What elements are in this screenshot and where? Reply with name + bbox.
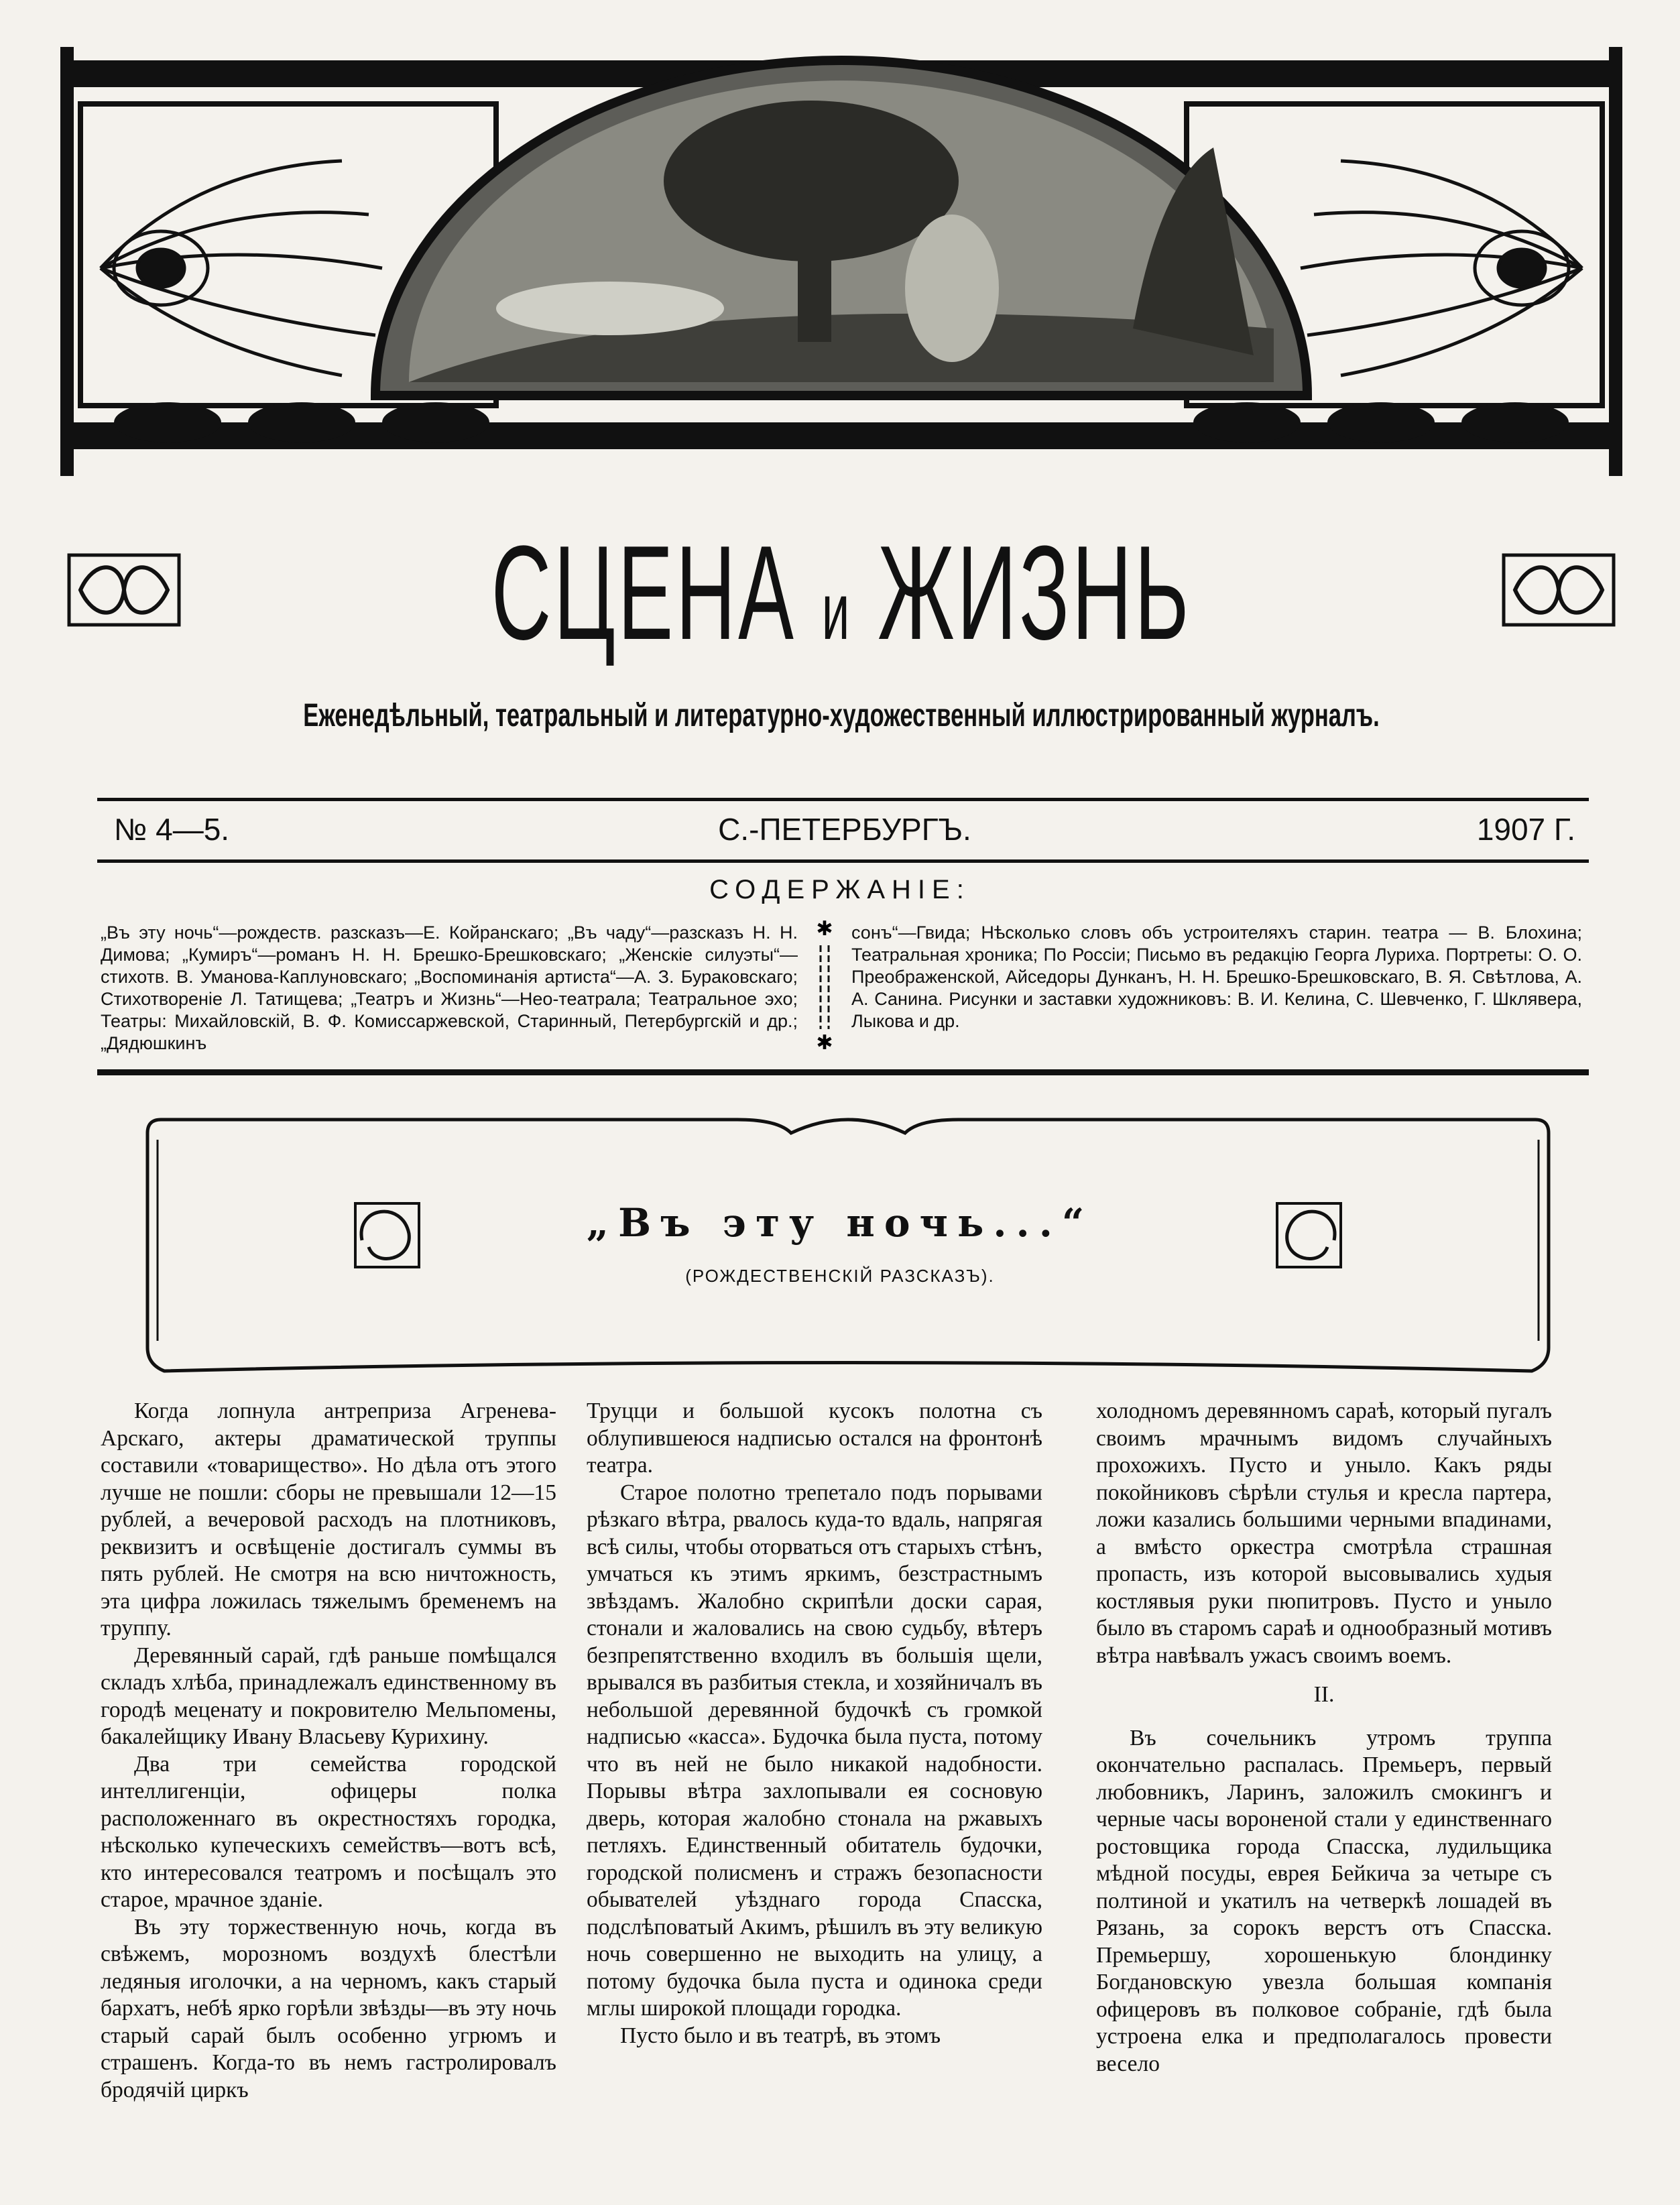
issue-number: № 4—5.: [114, 812, 230, 847]
right-ornament: [1502, 553, 1616, 627]
paragraph: Пусто было и въ театрѣ, въ этомъ: [620, 2023, 941, 2048]
article-column-3: [1096, 1398, 1552, 2078]
contents-heading: СОДЕРЖАНІЕ:: [709, 875, 971, 904]
issue-rule-top: [97, 798, 1589, 801]
article-column-1: [101, 1398, 556, 2104]
contents-right: сонъ“—Гвида; Нѣсколько словъ объ устроителяхъ старин. театра — В. Блохина; Театральная хроника; По Россіи; Письмо въ редакцію Георга Луриха. Портреты: О. О. Преображенской, Айседоры Дунканъ, Н. Н. Брешко-Брешковскаго, В. Я. Свѣтлова, А. А. Санина. Рисунки и заставки художниковъ: В. И. Келина, С. Шевченко, Г. Шклявера, Лыкова и др.: [851, 922, 1582, 1031]
story-subtitle: (РОЖДЕСТВЕНСКІЙ РАЗСКАЗЪ).: [685, 1266, 995, 1286]
issue-city: С.-ПЕТЕРБУРГЪ.: [718, 812, 971, 847]
issue-year: 1907 Г.: [1476, 812, 1575, 847]
paragraph: Въ сочельникъ утромъ труппа окончательно распалась. Премьеръ, первый любовникъ, Ларинъ, заложилъ смокингъ и черные часы вороненой стали у единственнаго ростовщика города Спасска, лудильщика мѣдной посуды, еврея Бейкича за четыре съ полтиной и укатилъ на четверкѣ лошадей въ Рязань, за сорокъ верстъ отъ Спасска. Премьершу, хорошенькую блондинку Богдановскую увезла большая компанія офицеровъ въ полковое собраніе, гдѣ была устроена елка и предполагалось провести весело: [1096, 1725, 1552, 2076]
article-column-2: [587, 1398, 1042, 2049]
story-title: „Въ эту ночь...“: [586, 1200, 1094, 1246]
paragraph: Деревянный сарай, гдѣ раньше помѣщался складъ хлѣба, принадлежалъ единственному въ городѣ меценату и покровителю Мельпомены, бакалейщику Ивану Власьеву Курихину.: [101, 1643, 556, 1749]
left-ornament: [67, 553, 181, 627]
paragraph: Труцци и большой кусокъ полотна съ облупившеюся надписью остался на фронтонѣ театра.: [587, 1398, 1042, 1478]
contents-divider: [811, 918, 838, 1053]
svg-text:✱: ✱: [816, 1031, 833, 1053]
masthead-illustration: [60, 47, 1622, 476]
paragraph: Старое полотно трепетало подъ порывами рѣзкаго вѣтра, рвалось куда-то вдаль, напрягая всѣ силы, чтобы оторваться отъ старыхъ стѣнъ, умчаться къ этимъ яркимъ, безстрастнымъ звѣздамъ. Жалобно скрипѣли доски сарая, стонали и жаловались на свою судьбу, вѣтеръ безпрепятственно входилъ въ большія щели, врывался въ разбитыя стекла, и хозяйничалъ въ небольшой деревянной будочкѣ съ громкой надписью «касса». Будочка была пуста, потому что въ ней не было никакой надобности. Порывы вѣтра захлопывали ея сосновую дверь, которая жалобно стонала на ржавыхъ петляхъ. Единственный обитатель будочки, городской полисменъ и стражъ безопасности обывателей уѣзднаго города Спасска, подслѣповатый Акимъ, рѣшилъ въ эту великую ночь совершенно не выходить на улицу, а потому будочка была пуста и одинока среди мглы широкой площади городка.: [587, 1480, 1042, 2021]
paragraph: Когда лопнула антреприза Агренева-Арскаго, актеры драматической труппы составили «товарищество». Но дѣла отъ этого лучше не пошли: сборы не превышали 12—15 рублей, а вечеровой расходъ на плотниковъ, реквизитъ и освѣщеніе достигалъ суммы въ пять рублей. Не смотря на всю ничтожность, эта цифра ложилась тяжелымъ бременемъ на труппу.: [101, 1398, 556, 1641]
issue-rule-bottom: [97, 859, 1589, 863]
magazine-title: СЦЕНА и ЖИЗНЬ: [491, 518, 1192, 668]
section-number: II.: [1313, 1682, 1335, 1707]
paragraph: холодномъ деревянномъ сараѣ, который пугалъ своимъ мрачнымъ видомъ случайныхъ прохожихъ. Пусто и уныло. Какъ ряды покойниковъ сѣрѣли стулья и кресла партера, ложи казались большими черными впадинами, а вмѣсто оркестра смотрѣла страшная пропасть, изъ которой высовывались худыя костлявыя руки пюпитровъ. Пусто и уныло было въ старомъ сараѣ и однообразный мотивъ вѣтра навѣвалъ ужасъ своимъ воемъ.: [1096, 1398, 1552, 1668]
contents-rule: [97, 1069, 1589, 1075]
magazine-subtitle: Еженедѣльный, театральный и литературно-художественный иллюстрированный журналъ.: [303, 698, 1380, 733]
paragraph: Въ эту торжественную ночь, когда въ свѣжемъ, морозномъ воздухѣ блестѣли ледяныя иголочки, а на черномъ, какъ старый бархатъ, небѣ ярко горѣли звѣзды—въ эту ночь старый сарай былъ особенно угрюмъ и страшенъ. Когда-то въ немъ гастролировалъ бродячій циркъ: [101, 1914, 556, 2102]
paragraph: Два три семейства городской интеллигенціи, офицеры полка расположеннаго въ окрестностяхъ городка, нѣсколько купеческихъ семействъ—вотъ всѣ, кто интересовался театромъ и посѣщалъ это старое, мрачное зданіе.: [101, 1751, 556, 1912]
contents-left: „Въ эту ночь“—рождеств. разсказъ—Е. Койранскаго; „Въ чаду“—разсказъ Н. Н. Димова; „Кумиръ“—романъ Н. Н. Брешко-Брешковскаго; „Женскіе силуэты“—стихотв. В. Уманова-Каплуновскаго; „Воспоминанія артиста“—А. З. Бураковскаго; Стихотвореніе Л. Татищева; „Театръ и Жизнь“—Нео-театрала; Театральное эхо; Театры: Михайловскій, В. Ф. Комиссаржевской, Старинный, Петербургскій и др.; „Дядюшкинъ: [101, 922, 798, 1053]
issue-bar: [114, 811, 1575, 865]
story-title-frame: [134, 1106, 1562, 1388]
svg-text:✱: ✱: [816, 918, 833, 941]
